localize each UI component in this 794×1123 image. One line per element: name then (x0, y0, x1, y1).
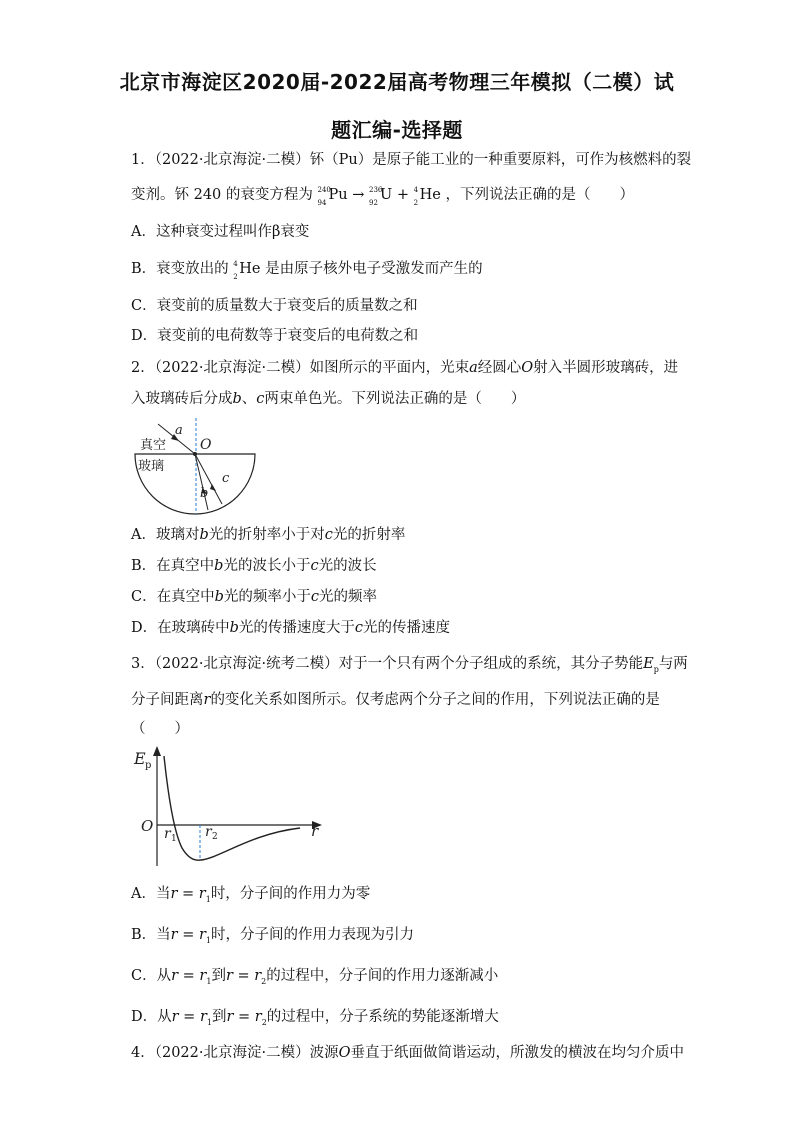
label-a: a (175, 423, 183, 438)
q1-stem-line2 (131, 185, 671, 205)
q2-stem-line1 (131, 358, 679, 378)
q2-a-2: 光的折射率小于对 (208, 527, 325, 543)
q2-stem-text-a: 2．（2022·北京海淀·二模）如图所示的平面内，光束 (131, 360, 470, 376)
ray-b (195, 454, 208, 510)
pu-mass: 240 (317, 186, 331, 194)
ep-curve (164, 756, 300, 860)
q2-stem-text-b: 经圆心 (477, 360, 522, 376)
q3-b-2: 时，分子间的作用力表现为引力 (210, 927, 414, 943)
q2-c-2: 光的频率小于 (223, 589, 311, 605)
he-number-b: 2 (233, 273, 238, 281)
label-b: b (200, 486, 209, 501)
q2-a-b: b (199, 527, 209, 543)
q1-option-b (131, 259, 671, 279)
q3-c-eq2: r = r (225, 968, 262, 984)
label-o: O (200, 437, 212, 453)
q2-b-1: B．在真空中 (131, 558, 215, 574)
q4-stem-line1 (131, 1043, 684, 1063)
q2-a-c: c (324, 527, 333, 543)
refraction-diagram (130, 418, 265, 518)
q4-var-o: O (338, 1045, 351, 1061)
label-glass: 玻璃 (138, 459, 165, 474)
label-r1: r (164, 826, 171, 842)
q3-a-eq: r = r (170, 886, 206, 902)
q2-option-d (131, 618, 671, 638)
u-nuclide (369, 185, 392, 205)
he-nuclide (414, 185, 441, 205)
q2-d-1: D．在玻璃砖中 (131, 620, 230, 636)
q2-c-3: 光的频率 (319, 589, 378, 605)
label-r-axis: r (311, 822, 319, 840)
label-r1-sub: 1 (171, 834, 177, 844)
q1-option-d: D．衰变前的电荷数等于衰变后的电荷数之和 (131, 328, 419, 344)
arrow-c (210, 484, 216, 491)
q2-d-3: 光的传播速度 (363, 620, 451, 636)
q2-stem-text-f: 两束单色光。下列说法正确的是（ ） (264, 391, 526, 407)
q3-d-2: 的过程中，分子系统的势能逐渐增大 (266, 1009, 499, 1025)
q3-stem-line1 (131, 654, 688, 680)
q3-stem-line2 (131, 690, 671, 710)
q3-c-mid: 到 (211, 968, 226, 984)
q2-stem-line2 (131, 389, 671, 409)
q3-d-eq2: r = r (226, 1009, 262, 1025)
var-c: c (256, 391, 265, 407)
label-r2-sub: 2 (212, 832, 218, 842)
q3-c-1: C．从 (131, 968, 172, 984)
q2-c-c: c (310, 589, 320, 605)
he-mass-b: 4 (233, 260, 238, 268)
q3-c-2: 的过程中，分子间的作用力逐渐减小 (266, 968, 499, 984)
q2-c-1: C．在真空中 (131, 589, 215, 605)
potential-energy-graph (130, 744, 330, 870)
q2-b-c: c (310, 558, 319, 574)
u-mass: 236 (369, 186, 383, 194)
q3-text-a: 3．（2022·北京海淀·统考二模）对于一个只有两个分子组成的系统，其分子势能 (131, 656, 644, 672)
q3-d-sub2: 2 (261, 1017, 267, 1027)
q2-b-3: 光的波长 (318, 558, 377, 574)
q2-option-b (131, 556, 671, 576)
q1-stem-line2-post: ，下列说法正确的是（ ） (445, 187, 634, 203)
var-b: b (232, 391, 242, 407)
q3-d-eq1: r = r (171, 1009, 207, 1025)
var-o: O (521, 360, 534, 376)
q3-c-sub1: 1 (206, 976, 212, 986)
q3-d-1: D．从 (131, 1009, 172, 1025)
q2-d-2: 光的传播速度大于 (238, 620, 355, 636)
page-title-line1: 北京市海淀区2020届-2022届高考物理三年模拟（二模）试 (119, 70, 675, 94)
q3-a-sub: 1 (205, 894, 211, 904)
pu-number: 94 (317, 199, 327, 207)
q1-stem-line1: 1．（2022·北京海淀·二模）钚（Pu）是原子能工业的一种重要原料，可作为核燃料的裂 (131, 152, 692, 168)
q1-option-a: A．这种衰变过程叫作β衰变 (131, 224, 310, 240)
q2-option-c (131, 587, 671, 607)
page-title-line2: 题汇编-选择题 (331, 118, 463, 142)
q1-option-b-pre: B．衰变放出的 (131, 261, 229, 277)
he-nuclide-b (233, 259, 260, 279)
q1-option-c: C．衰变前的质量数大于衰变后的质量数之和 (131, 298, 418, 314)
q2-a-3: 光的折射率 (332, 527, 406, 543)
q2-d-c: c (354, 620, 364, 636)
arrow: → (352, 187, 365, 203)
label-ep-sub: p (145, 760, 152, 771)
q2-b-b: b (214, 558, 224, 574)
he-symbol: He (419, 187, 441, 203)
q2-stem-text-d: 入玻璃砖后分成 (131, 391, 233, 407)
he-symbol-b: He (239, 261, 261, 277)
pu-nuclide (318, 185, 348, 205)
label-r2: r (205, 824, 212, 840)
q3-option-a (131, 884, 671, 910)
q2-stem-text-c: 射入半圆形玻璃砖，进 (533, 360, 679, 376)
q4-text-a: 4．（2022·北京海淀·二模）波源 (131, 1045, 339, 1061)
q3-d-mid: 到 (211, 1009, 227, 1025)
u-symbol: U (380, 187, 393, 203)
q3-b-1: B．当 (131, 927, 171, 943)
q2-a-1: A．玻璃对 (131, 527, 200, 543)
q3-text-b: 与两 (658, 656, 688, 672)
q3-option-c (131, 966, 671, 992)
q3-text-c: 分子间距离 (131, 692, 204, 708)
var-ep-sub: p (653, 664, 659, 674)
center-o (193, 452, 197, 456)
q3-option-d (131, 1007, 671, 1033)
pu-symbol: Pu (328, 187, 348, 203)
q3-a-2: 时，分子间的作用力为零 (210, 886, 371, 902)
q3-c-eq1: r = r (171, 968, 207, 984)
q2-option-a (131, 525, 671, 545)
q3-option-b (131, 925, 671, 951)
q2-b-2: 光的波长小于 (223, 558, 311, 574)
y-axis-arrow (153, 746, 161, 756)
q1-stem-line2-pre: 变剂。钚 240 的衰变方程为 (131, 187, 313, 203)
he-number: 2 (413, 199, 419, 207)
label-vacuum: 真空 (140, 438, 167, 453)
q2-c-b: b (214, 589, 224, 605)
var-ep: E (643, 656, 654, 672)
u-number: 92 (369, 199, 378, 207)
var-a: a (469, 360, 478, 376)
q4-text-b: 垂直于纸面做简谐运动，所激发的横波在均匀介质中 (350, 1045, 684, 1061)
q2-d-b: b (229, 620, 239, 636)
plus: + (396, 187, 409, 203)
var-r: r (203, 692, 211, 708)
q3-a-1: A．当 (131, 886, 171, 902)
q3-b-sub: 1 (205, 935, 211, 945)
q3-text-d: 的变化关系如图所示。仅考虑两个分子之间的作用，下列说法正确的是 (210, 692, 660, 708)
q3-d-sub1: 1 (206, 1017, 212, 1027)
he-mass: 4 (413, 186, 419, 194)
label-c: c (222, 471, 230, 486)
label-origin: O (141, 817, 154, 835)
q2-stem-text-e: 、 (241, 391, 257, 407)
q3-c-sub2: 2 (261, 976, 267, 986)
q1-option-b-post: 是由原子核外电子受激发而产生的 (265, 261, 483, 277)
q3-b-eq: r = r (170, 927, 206, 943)
q3-stem-line3: （ ） (131, 721, 189, 737)
label-ep: E (134, 749, 146, 768)
